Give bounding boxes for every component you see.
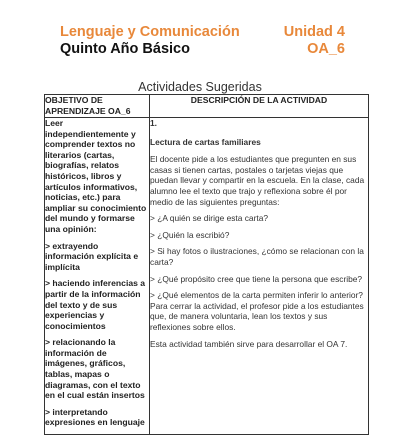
activity-question: > ¿A quién se dirige esta carta? — [150, 213, 269, 224]
subject-title: Lenguaje y Comunicación — [60, 24, 240, 40]
activity-question: > ¿Qué propósito cree que tiene la persona que escribe? — [150, 273, 363, 284]
objective-cell — [45, 118, 150, 435]
objective-text: Leer independientemente y comprender textos no literarios (cartas, biografías, relatos históricos, libros y artículos informativos, noticias, etc.) para ampliar su conocimiento del mundo y formarse una opinión: — [45, 118, 147, 234]
grade-title: Quinto Año Básico — [60, 41, 190, 57]
activity-note: Esta actividad también sirve para desarrollar el OA 7. — [150, 338, 348, 349]
activity-question: > Si hay fotos o ilustraciones, ¿cómo se relacionan con la carta? — [150, 246, 364, 267]
unit-label: Unidad 4 — [283, 24, 345, 40]
objective-bullet: > extrayendo información explícita e implícita — [45, 240, 139, 272]
document-header-right — [284, 24, 345, 58]
objective-bullet: > relacionando la información de imágenes, gráficos, tablas, mapas o diagramas, con el texto en el cual están insertos — [45, 337, 145, 401]
table-row — [45, 118, 369, 435]
section-title: Actividades Sugeridas — [138, 80, 262, 94]
objective-bullet: > haciendo inferencias a partir de la información del texto y de sus experiencias y conocimientos — [45, 278, 146, 331]
objective-column-header: OBJETIVO DE APRENDIZAJE OA_6 — [45, 95, 150, 118]
activity-number: 1. — [150, 118, 157, 128]
activity-paragraph: El docente pide a los estudiantes que pregunten en sus casas si tienen cartas, postales o tarjetas viejas que puedan llevar y compartir en la escuela. En la clase, cada alumno lee el texto que trajo y reflexiona sobre él por medio de las siguientes preguntas: — [150, 154, 365, 207]
activity-question: > ¿Quién la escribió? — [150, 229, 230, 240]
activities-table — [44, 94, 369, 435]
document-header-left — [60, 24, 240, 58]
activity-cell — [150, 118, 369, 435]
objective-bullet: > interpretando expresiones en lenguaje — [45, 406, 145, 428]
activity-title: Lectura de cartas familiares — [150, 136, 261, 147]
activity-question: > ¿Qué elementos de la carta permiten inferir lo anterior? Para cerrar la actividad, el profesor pide a los estudiantes que, de manera voluntaria, lean los textos y sus reflexiones sobre ellos. — [150, 290, 364, 332]
activity-column-header: DESCRIPCIÓN DE LA ACTIVIDAD — [150, 95, 369, 118]
oa-label: OA_6 — [307, 41, 345, 57]
table-header-row — [45, 95, 369, 118]
